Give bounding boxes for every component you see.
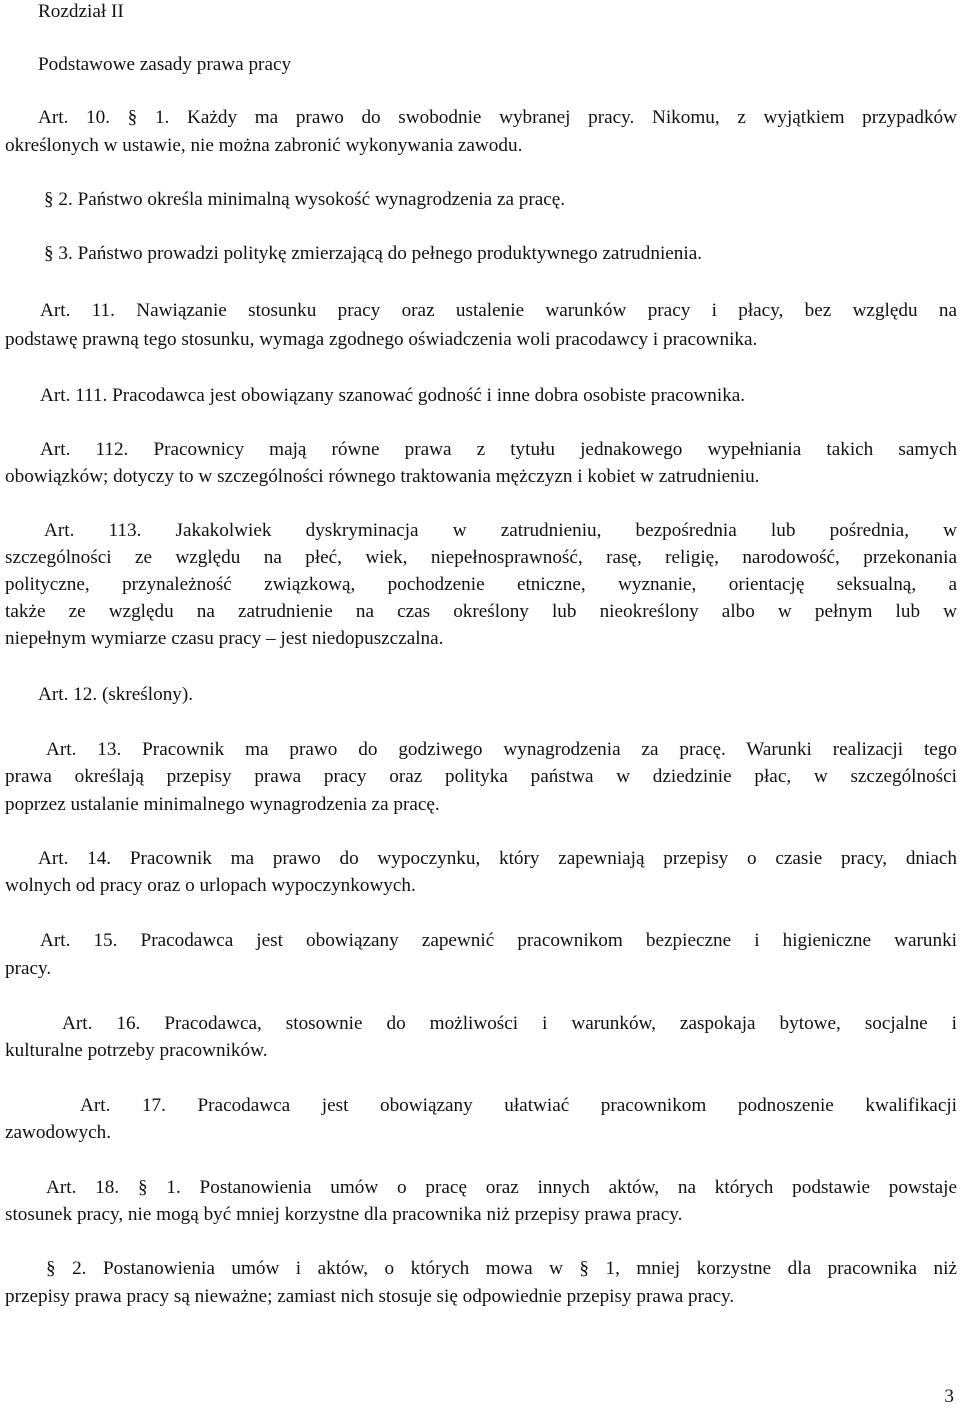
paragraph-line: § 2. Postanowienia umów i aktów, o których mowa w § 1, mniej korzystne dla pracownika niż: [46, 1258, 957, 1279]
paragraph-line: także ze względu na zatrudnienie na czas określony lub nieokreślony albo w pełnym lub w: [5, 601, 957, 622]
paragraph-line: poprzez ustalanie minimalnego wynagrodzenia za pracę.: [5, 794, 440, 815]
paragraph-line: Art. 113. Jakakolwiek dyskryminacja w zatrudnieniu, bezpośrednia lub pośrednia, w: [44, 520, 957, 541]
paragraph-line: Art. 18. § 1. Postanowienia umów o pracę oraz innych aktów, na których podstawie powstaje: [46, 1177, 957, 1198]
paragraph-line: prawa określają przepisy prawa pracy oraz polityka państwa w dziedzinie płac, w szczególności: [5, 766, 957, 787]
paragraph-line: Art. 12. (skreślony).: [38, 684, 194, 705]
paragraph-line: § 2. Państwo określa minimalną wysokość wynagrodzenia za pracę.: [44, 189, 566, 210]
paragraph-line: niepełnym wymiarze czasu pracy – jest niedopuszczalna.: [5, 628, 444, 649]
chapter-title: Rozdział II: [38, 1, 124, 22]
paragraph-line: Art. 111. Pracodawca jest obowiązany szanować godność i inne dobra osobiste pracownika.: [40, 385, 746, 406]
paragraph-line: stosunek pracy, nie mogą być mniej korzystne dla pracownika niż przepisy prawa pracy.: [5, 1204, 683, 1225]
paragraph-line: kulturalne potrzeby pracowników.: [5, 1040, 268, 1061]
paragraph-line: zawodowych.: [5, 1122, 112, 1143]
paragraph-line: pracy.: [5, 958, 52, 979]
paragraph-line: przepisy prawa pracy są nieważne; zamiast nich stosuje się odpowiednie przepisy prawa pracy.: [5, 1286, 735, 1307]
paragraph-line: Art. 14. Pracownik ma prawo do wypoczynku, który zapewniają przepisy o czasie pracy, dniach: [38, 848, 957, 869]
paragraph-line: Art. 16. Pracodawca, stosownie do możliwości i warunków, zaspokaja bytowe, socjalne i: [62, 1013, 957, 1034]
paragraph-line: szczególności ze względu na płeć, wiek, niepełnosprawność, rasę, religię, narodowość, przekonania: [5, 547, 957, 568]
paragraph-line: polityczne, przynależność związkową, pochodzenie etniczne, wyznanie, orientację seksualną, a: [5, 574, 957, 595]
paragraph-line: § 3. Państwo prowadzi politykę zmierzającą do pełnego produktywnego zatrudnienia.: [44, 243, 703, 264]
paragraph-line: Art. 13. Pracownik ma prawo do godziwego wynagrodzenia za pracę. Warunki realizacji tego: [46, 739, 957, 760]
paragraph-line: Art. 15. Pracodawca jest obowiązany zapewnić pracownikom bezpieczne i higieniczne warunki: [40, 930, 957, 951]
paragraph-line: określonych w ustawie, nie można zabronić wykonywania zawodu.: [5, 135, 523, 156]
paragraph-line: Art. 10. § 1. Każdy ma prawo do swobodnie wybranej pracy. Nikomu, z wyjątkiem przypadków: [38, 107, 957, 128]
paragraph-line: obowiązków; dotyczy to w szczególności równego traktowania mężczyzn i kobiet w zatrudnieniu.: [5, 466, 760, 487]
paragraph-line: podstawę prawną tego stosunku, wymaga zgodnego oświadczenia woli pracodawcy i pracownika.: [5, 329, 758, 350]
paragraph-line: Art. 17. Pracodawca jest obowiązany ułatwiać pracownikom podnoszenie kwalifikacji: [80, 1095, 957, 1116]
chapter-subtitle: Podstawowe zasady prawa pracy: [38, 54, 292, 75]
paragraph-line: wolnych od pracy oraz o urlopach wypoczynkowych.: [5, 875, 416, 896]
paragraph-line: Art. 11. Nawiązanie stosunku pracy oraz ustalenie warunków pracy i płacy, bez względu na: [40, 300, 957, 321]
paragraph-line: Art. 112. Pracownicy mają równe prawa z tytułu jednakowego wypełniania takich samych: [40, 439, 957, 460]
page-number: 3: [944, 1386, 954, 1407]
